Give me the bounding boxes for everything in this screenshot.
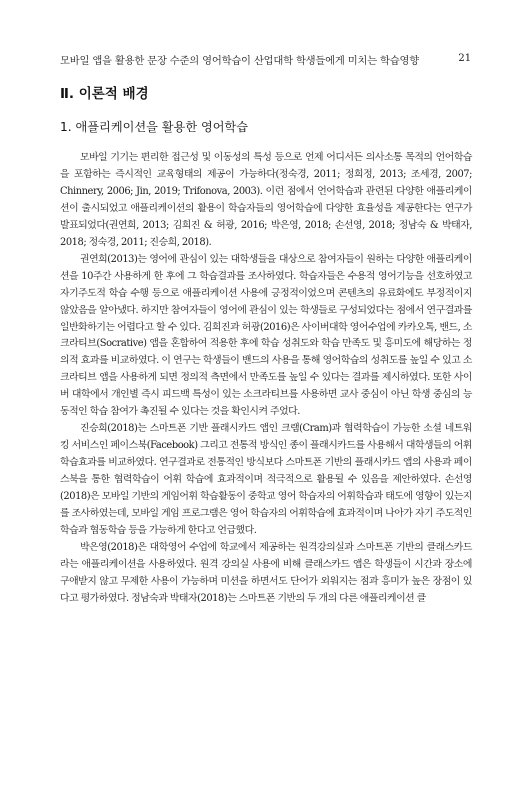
body-text (60, 150, 472, 608)
paragraph: 박은영(2018)은 대학영어 수업에 학교에서 제공하는 원격강의실과 스마트폰 기반의 클래스카드라는 애플리케이션을 사용하였다. 원격 강의실 사용에 비해 클래스카드 앱은 학생들이 시간과 장소에 구애받지 않고 무제한 사용이 가능하며 미션을 하면서도 단어가 외워지는 점과 흥미가 높은 장점이 있다고 평가하였다. 정남숙과 박태자(2018)는 스마트폰 기반의 두 개의 다른 애플리케이션 클 (60, 541, 472, 604)
paragraph: 진승희(2018)는 스마트폰 기반 플래시카드 앱인 크램(Cram)과 협력학습이 가능한 소셜 네트워킹 서비스인 페이스북(Facebook) 그리고 전통적 방식인 종이 플래시카드를 사용해서 대학생들의 어휘 학습효과를 비교하였다. 연구결과로 전통적인 방식보다 스마트폰 기반의 플래시카드 앱의 사용과 페이스북을 통한 협력학습이 어휘 학습에 효과적이며 적극적으로 활용될 수 있음을 제안하였다. 손선영(2018)은 모바일 기반의 게임어휘 학습활동이 중학교 영어 학습자의 어휘학습과 태도에 영향이 있는지를 조사하였는데, 모바일 게임 프로그램은 영어 학습자의 어휘학습에 효과적이며 나아가 자기 주도적인 학습과 협동학습 등을 가능하게 한다고 언급했다. (60, 423, 472, 536)
subsection-heading: 1. 애플리케이션을 활용한 영어학습 (60, 120, 249, 134)
section-heading: Ⅱ. 이론적 배경 (60, 86, 149, 102)
paragraph: 모바일 기기는 편리한 접근성 및 이동성의 특성 등으로 언제 어디서든 의사소통 목적의 언어학습을 포함하는 즉시적인 교육형태의 제공이 가능하다(정숙경, 2011; 정희정, 2013; 조세경, 2007; Chinnery, 2006; Jin, 2019; Trifonova, 2003). 이런 점에서 언어학습과 관련된 다양한 애플리케이션이 출시되었고 애플리케이션의 활용이 학습자들의 영어학습에 다양한 효율성을 제공한다는 연구가 발표되었다(권연희, 2013; 김희진 & 허광, 2016; 박은영, 2018; 손선영, 2018; 정남숙 & 박태자, 2018; 정숙경, 2011; 진승희, 2018). (60, 152, 472, 248)
paragraph: 권연희(2013)는 영어에 관심이 있는 대학생들을 대상으로 참여자들이 원하는 다양한 애플리케이션을 10주간 사용하게 한 후에 그 학습결과를 조사하였다. 학습자들은 수용적 영어기능을 선호하였고 자기주도적 학습 수행 등으로 애플리케이션 사용에 긍정적이었으며 콘텐츠의 유료화에도 부정적이지 않았음을 알아냈다. 하지만 참여자들이 영어에 관심이 있는 학생들로 구성되었다는 점에서 연구결과를 일반화하기는 어렵다고 할 수 있다. 김희진과 허광(2016)은 사이버대학 영어수업에 카카오톡, 밴드, 소크라티브(Socrative) 앱을 혼합하여 적용한 후에 학습 성취도와 학습 만족도 및 흥미도에 해당하는 정의적 효과를 비교하였다. 이 연구는 학생들이 밴드의 사용을 통해 영어학습의 성취도를 높일 수 있고 소크라티브 앱을 사용하게 되면 정의적 측면에서 만족도를 높일 수 있다는 결과를 제시하였다. 또한 사이버 대학에서 개인별 즉시 피드백 특성이 있는 소크라티브를 사용하면 교사 중심이 아닌 학생 중심의 능동적인 학습 참여가 촉진될 수 있다는 것을 확인시켜 주었다. (60, 253, 472, 418)
running-header (60, 52, 471, 67)
page-number: 21 (458, 52, 471, 64)
running-title: 모바일 앱을 활용한 문장 수준의 영어학습이 산업대학 학생들에게 미치는 학습영향 (60, 55, 420, 67)
